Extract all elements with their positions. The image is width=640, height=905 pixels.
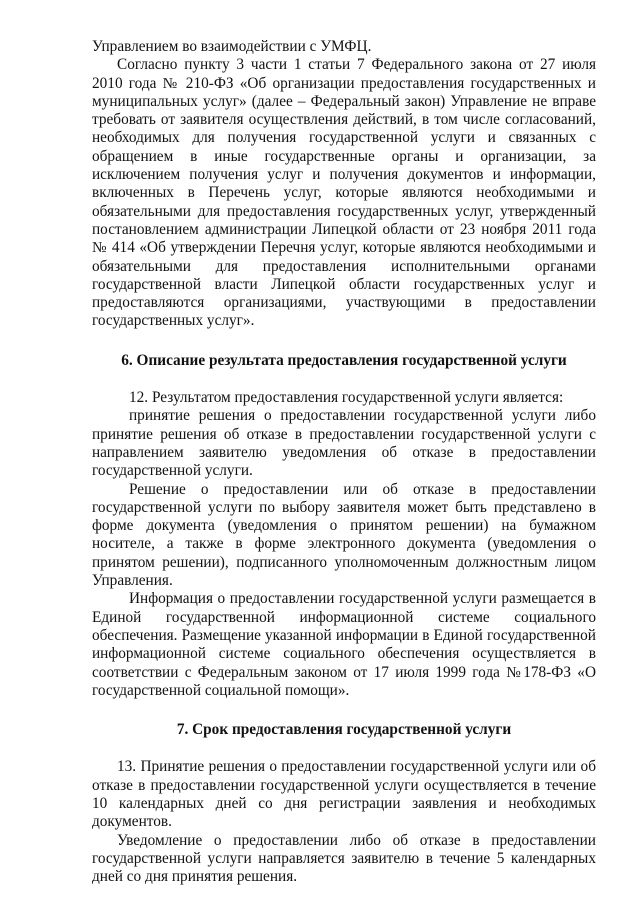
paragraph-information: Информация о предоставлении государственной услуги размещается в Единой государственной информационной системе социального обеспечения. Размещение указанной информации в Единой государственной информационной системе социального обеспечения осуществляется в соответствии с Федеральным законом от 17 июля 1999 года №178-ФЗ «О государственной социальной помощи». <box>92 590 596 699</box>
paragraph-12: 12. Результатом предоставления государственной услуги является: <box>129 389 564 407</box>
spacer <box>92 370 596 389</box>
paragraph-continuation: Управлением во взаимодействии с УМФЦ. <box>92 38 372 55</box>
spacer <box>92 700 596 721</box>
spacer <box>92 739 596 758</box>
section-heading-6: 6. Описание результата предоставления государственной услуги <box>121 351 567 369</box>
paragraph-decision: принятие решения о предоставлении государственной услуги либо принятие решения об отказе в предоставлении государственной услуги с направлением заявителю уведомления об отказе в предоставлении государственной услуги. <box>92 407 596 480</box>
spacer <box>92 331 596 352</box>
section-heading-7: 7. Срок предоставления государственной услуги <box>176 721 512 739</box>
paragraph-notification: Уведомление о предоставлении либо об отказе в предоставлении государственной услуги направляется заявителю в течение 5 календарных дней со дня принятия решения. <box>92 831 596 886</box>
paragraph-decision-form: Решение о предоставлении или об отказе в предоставлении государственной услуги по выбору заявителя может быть представлено в форме документа (уведомления о принятом решении) на бумажном носителе, а также в форме электронного документа (уведомления о принятом решении), подписанного уполномоченным должностным лицом Управления. <box>92 480 596 590</box>
paragraph-13: 13. Принятие решения о предоставлении государственной услуги или об отказе в предоставлении государственной услуги осуществляется в течение 10 календарных дней со дня регистрации заявления и необходимых документов. <box>92 758 596 831</box>
paragraph-federal-law: Согласно пункту 3 части 1 статьи 7 Федерального закона от 27 июля 2010 года № 210-ФЗ «Об организации предоставления государственных и муниципальных услуг» (далее – Федеральный закон) Управление не вправе требовать от заявителя осуществления действий, в том числе согласований, необходимых для получения государственной услуги и связанных с обращением в иные государственные органы и организации, за исключением получения услуг и получения документов и информации, включенных в Перечень услуг, которые являются необходимыми и обязательными для предоставления государственных услуг, утвержденный постановлением администрации Липецкой области от 23 ноября 2011 года № 414 «Об утверждении Перечня услуг, которые являются необходимыми и обязательными для предоставления исполнительными органами государственной власти Липецкой области государственных услуг и предоставляются организациями, участвующими в предоставлении государственных услуг». <box>92 56 596 330</box>
